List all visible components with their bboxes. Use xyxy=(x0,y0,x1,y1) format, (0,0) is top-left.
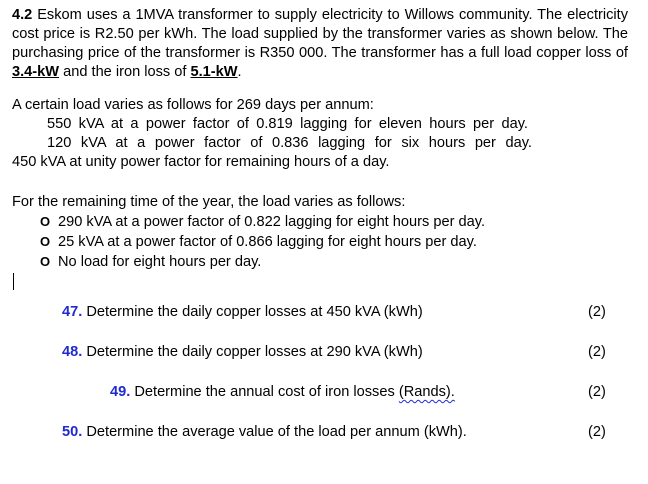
load1-item-2: 120 kVA at a power factor of 0.836 lagging for six hours per day. xyxy=(47,135,532,151)
question-50-marks: (2) xyxy=(588,424,606,440)
load1-item-1: 550 kVA at a power factor of 0.819 lagging for eleven hours per day. xyxy=(47,116,528,132)
load2-item-text: No load for eight hours per day. xyxy=(58,254,262,270)
bullet-circle-icon: O xyxy=(40,214,51,229)
load2-item-2 xyxy=(40,232,477,252)
load2-item-text: 25 kVA at a power factor of 0.866 lagging for eight hours per day. xyxy=(58,234,477,250)
question-49-marks: (2) xyxy=(588,384,606,400)
intro-text-end: . xyxy=(237,64,242,80)
intro-text-between: and the iron loss of xyxy=(63,64,187,80)
question-47 xyxy=(62,303,423,322)
question-text: Determine the daily copper losses at 290 kVA (kWh) xyxy=(86,344,423,360)
intro-paragraph xyxy=(12,6,628,82)
question-number: 48. xyxy=(62,344,83,360)
load2-heading: For the remaining time of the year, the load varies as follows: xyxy=(12,194,406,210)
iron-loss-value: 5.1-kW xyxy=(190,64,238,80)
load2-item-1 xyxy=(40,212,485,232)
question-number: 49. xyxy=(110,384,131,400)
question-48-marks: (2) xyxy=(588,344,606,360)
question-text: Determine the daily copper losses at 450 kVA (kWh) xyxy=(86,304,423,320)
question-number: 50. xyxy=(62,424,83,440)
load2-item-3 xyxy=(40,252,261,272)
question-47-marks: (2) xyxy=(588,304,606,320)
question-49 xyxy=(110,383,455,402)
question-number: 4.2 xyxy=(12,7,33,23)
question-text: Determine the annual cost of iron losses xyxy=(134,384,395,400)
bullet-circle-icon: O xyxy=(40,254,51,269)
load1-item-3: 450 kVA at unity power factor for remaining hours of a day. xyxy=(12,154,390,170)
question-number: 47. xyxy=(62,304,83,320)
intro-text: Eskom uses a 1MVA transformer to supply electricity to Willows community. The electricity cost price is R2.50 per kWh. The load supplied by the transformer varies as shown below. The purchasing price of the transformer is R350 000. The transformer has a full load copper loss of xyxy=(12,7,628,61)
question-48 xyxy=(62,343,423,362)
question-50 xyxy=(62,423,467,442)
spellcheck-squiggle: (Rands). xyxy=(398,384,455,400)
question-text: Determine the average value of the load per annum (kWh). xyxy=(86,424,467,440)
load1-heading: A certain load varies as follows for 269 days per annum: xyxy=(12,97,374,113)
bullet-circle-icon: O xyxy=(40,234,51,249)
text-cursor[interactable] xyxy=(13,273,14,290)
load2-item-text: 290 kVA at a power factor of 0.822 lagging for eight hours per day. xyxy=(58,214,486,230)
copper-loss-value: 3.4-kW xyxy=(12,64,60,80)
